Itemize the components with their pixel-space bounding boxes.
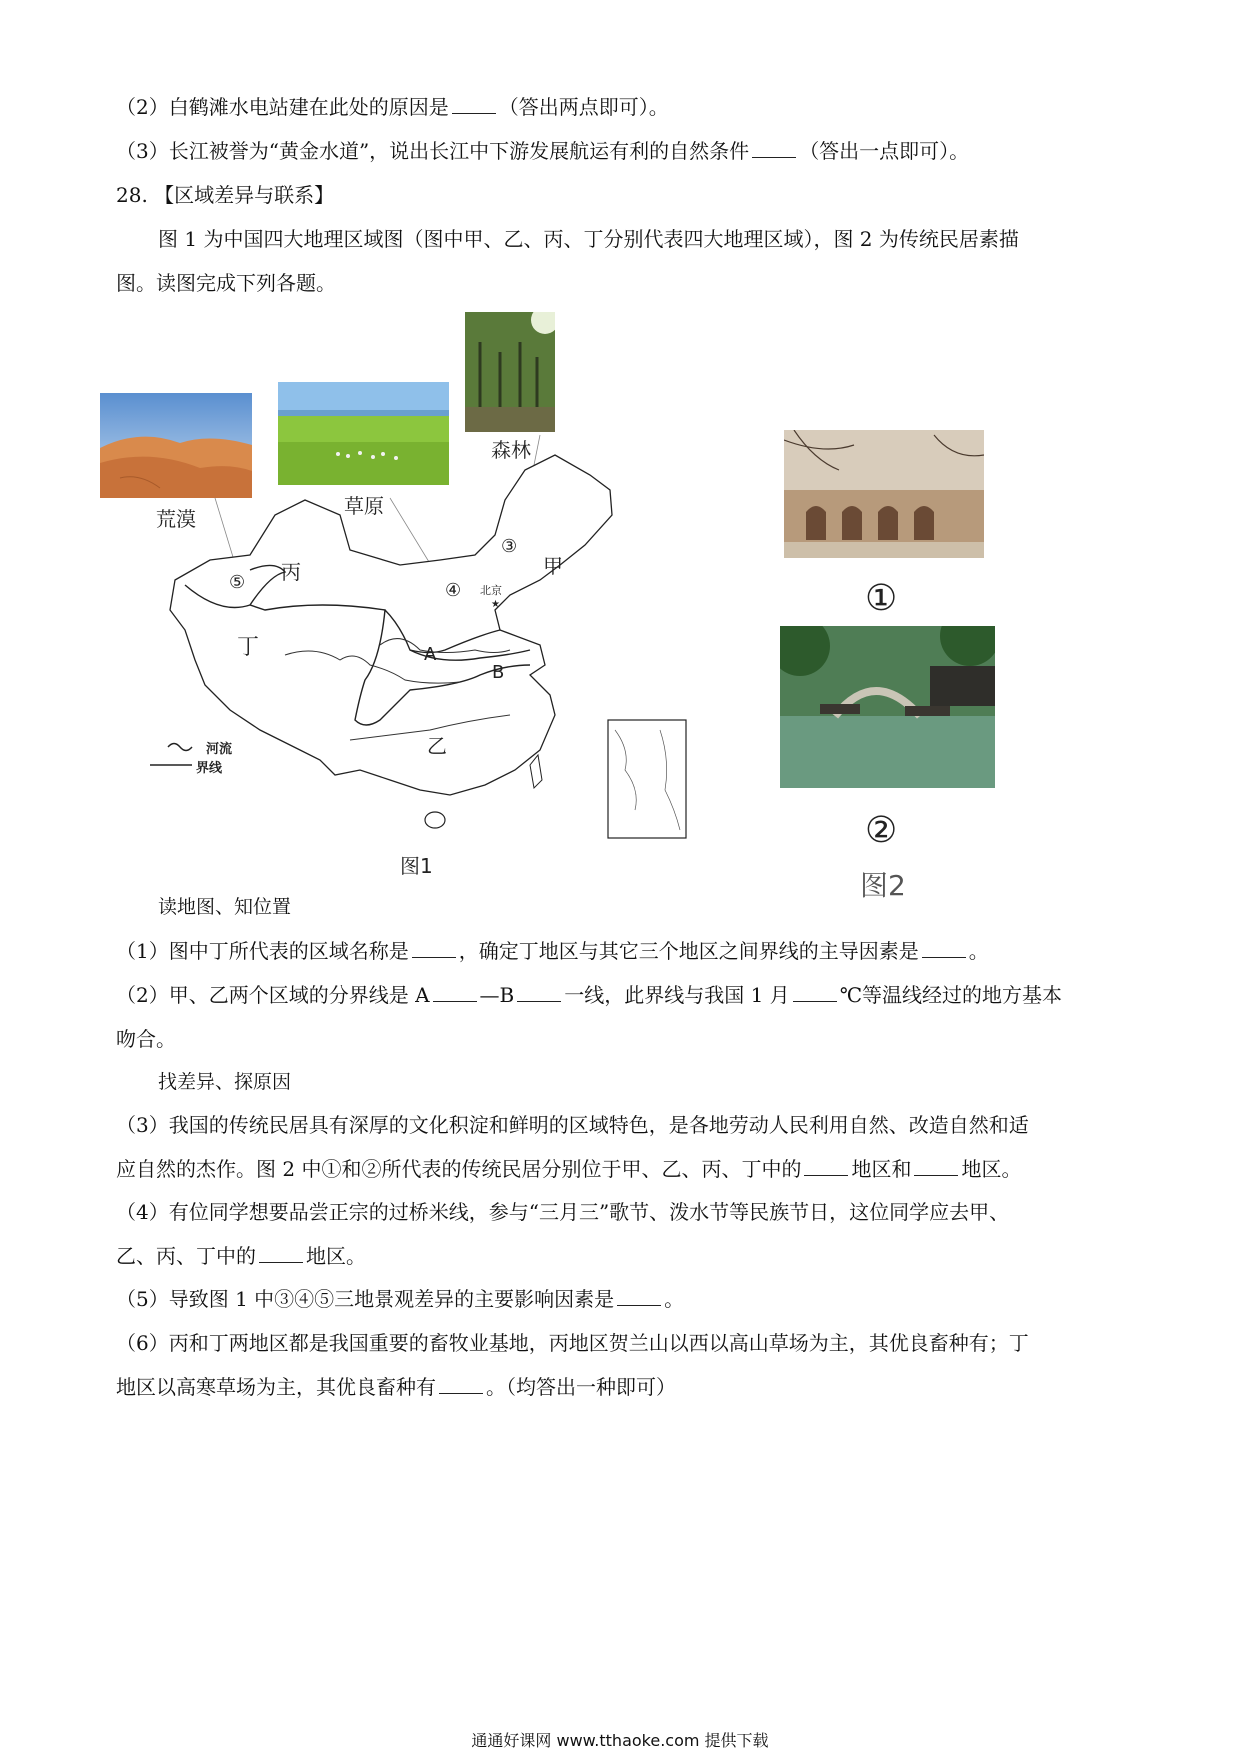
part-3-line-1: （3）我国的传统民居具有深厚的文化积淀和鲜明的区域特色，是各地劳动人民利用自然、改造自然和适 [116,1113,1029,1137]
region-label-jia: 甲 [543,554,563,578]
answer-blank [517,983,561,1002]
answer-blank [752,139,796,158]
answer-blank [452,95,496,114]
marker-a: A [424,644,437,665]
answer-blank [922,939,966,958]
marker-4: ④ [445,580,462,601]
section-read-map: 读地图、知位置 [158,896,292,918]
forest-label: 森林 [491,438,531,462]
answer-blank [439,1375,483,1394]
legend-river: 河流 [206,742,233,757]
figure-2-caption: 图2 [860,869,906,902]
marker-5: ⑤ [229,572,246,593]
intro-line-1: 图 1 为中国四大地理区域图（图中甲、乙、丙、丁分别代表四大地理区域），图 2 为传统民居素描 [158,227,1019,251]
region-label-bing: 丙 [281,560,301,584]
part-1: （1）图中丁所代表的区域名称是 ，确定丁地区与其它三个地区之间界线的主导因素是 。 [116,939,989,963]
part-4-line-2: 乙、丙、丁中的 地区。 [116,1244,366,1268]
grassland-label: 草原 [344,494,384,518]
figure-2-label-2: ② [865,810,898,851]
desert-label: 荒漠 [156,507,196,531]
question-28-title: 28. 【区域差异与联系】 [116,183,335,207]
water-town-photo [780,626,995,788]
answer-blank [412,939,456,958]
china-map [100,310,690,880]
part-2-cont: 吻合。 [116,1027,176,1051]
beijing-label: 北京 [480,584,502,597]
answer-blank [804,1157,848,1176]
figure-1 [100,310,690,880]
part-3-line-2: 应自然的杰作。图 2 中①和②所代表的传统民居分别位于甲、乙、丙、丁中的 地区和 地区。 [116,1157,1022,1181]
part-2: （2）甲、乙两个区域的分界线是 A —B 一线，此界线与我国 1 月 ℃等温线经过的地方基本 [116,983,1063,1007]
figure-1-caption: 图1 [400,854,433,878]
part-6-line-2: 地区以高寒草场为主，其优良畜种有 。（均答出一种即可） [116,1375,676,1399]
figure-2 [770,420,1030,920]
answer-blank [793,983,837,1002]
region-label-ding: 丁 [237,635,260,660]
part-6-line-1: （6）丙和丁两地区都是我国重要的畜牧业基地，丙地区贺兰山以西以高山草场为主，其优良畜种有；丁 [116,1331,1029,1355]
answer-blank [259,1244,303,1263]
cave-dwelling-photo [784,430,984,558]
beijing-star-icon: ★ [491,599,500,610]
answer-blank [617,1287,661,1306]
marker-b: B [492,662,505,683]
legend-boundary: 界线 [196,761,223,776]
section-find-differences: 找差异、探原因 [158,1071,292,1093]
answer-blank [914,1157,958,1176]
answer-blank [433,983,477,1002]
question-2: （2）白鹤滩水电站建在此处的原因是 （答出两点即可）。 [116,95,669,119]
part-5: （5）导致图 1 中③④⑤三地景观差异的主要影响因素是 。 [116,1287,685,1311]
figure-2-label-1: ① [865,578,898,619]
region-label-yi: 乙 [427,734,447,758]
question-3: （3）长江被誉为“黄金水道”，说出长江中下游发展航运有利的自然条件 （答出一点即可）。 [116,139,970,163]
part-4-line-1: （4）有位同学想要品尝正宗的过桥米线，参与“三月三”歌节、泼水节等民族节日，这位同学应去甲、 [116,1200,1010,1224]
marker-3: ③ [501,536,518,557]
intro-line-2: 图。读图完成下列各题。 [116,271,336,295]
footer: 通通好课网 www.tthaoke.com 提供下载 [471,1731,769,1750]
